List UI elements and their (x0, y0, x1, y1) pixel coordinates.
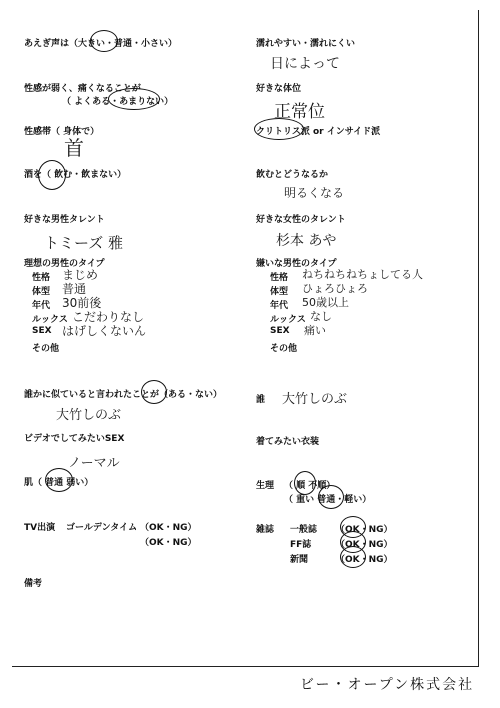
position-value: 正常位 (274, 102, 325, 122)
tv-ok-ng-2: （OK・NG） (140, 538, 197, 548)
period-regular: （ 順 不順） (284, 481, 336, 491)
drinking-value: 明るくなる (284, 186, 345, 200)
disliked-male-label: 嫌いな男性のタイプ (256, 259, 337, 269)
sensitivity-label: 性感が弱く、痛くなることが (24, 84, 141, 94)
ideal-age-label: 年代 (32, 301, 51, 311)
ideal-age-value: 30前後 (62, 296, 102, 310)
ideal-personality-value: まじめ (62, 268, 99, 282)
disliked-looks-value: なし (310, 310, 332, 323)
resemble-value: 大竹しのぶ (56, 408, 122, 423)
disliked-body-label: 体型 (270, 287, 289, 297)
mag-ok-ng-3: （OK・NG） (336, 555, 393, 565)
position-options: クリトリス派 or インサイド派 (256, 127, 381, 137)
mag-ok-ng-1: （OK・NG） (336, 525, 393, 535)
wet-value: 日によって (270, 56, 340, 72)
sensitivity-options: （ よくある・あまりない） (62, 97, 174, 107)
memo-label: 備考 (24, 579, 43, 589)
disliked-personality-value: ねちねちねちょしてる人 (302, 268, 423, 281)
period-heavy: （ 重い 普通・軽い） (284, 495, 372, 505)
disliked-age-value: 50歳以上 (302, 296, 349, 309)
ideal-sex-label: SEX (32, 326, 52, 336)
mag-general-label: 一般誌 (290, 525, 318, 535)
disliked-sex-label: SEX (270, 326, 290, 336)
ideal-looks-label: ルックス (32, 315, 68, 325)
ideal-male-label: 理想の男性のタイプ (24, 259, 105, 269)
disliked-other-label: その他 (270, 344, 298, 354)
skin-label: 肌（ 普通 弱い） (24, 478, 94, 488)
resemble-label: 誰かに似ていると言われたことが（ある・ない） (24, 390, 223, 400)
mag-ff-label: FF誌 (290, 540, 312, 550)
mag-ok-ng-2: （OK・NG） (336, 540, 393, 550)
fav-female-talent-label: 好きな女性のタレント (256, 215, 346, 225)
ideal-body-value: 普通 (62, 282, 87, 296)
period-label: 生理 (256, 481, 275, 491)
erogenous-label: 性感帯（ 身体で） (24, 127, 100, 137)
erogenous-value: 首 (64, 136, 84, 160)
position-label: 好きな体位 (256, 84, 302, 94)
disliked-sex-value: 痛い (304, 324, 326, 337)
video-label: ビデオでしてみたいSEX (24, 434, 125, 444)
disliked-age-label: 年代 (270, 301, 289, 311)
tv-slot: ゴールデンタイム (66, 523, 138, 533)
magazine-label: 雑誌 (256, 525, 275, 535)
company-name: ビー・オープン株式会社 (300, 677, 475, 693)
fav-male-talent-value: トミーズ 雅 (44, 234, 124, 252)
mag-news-label: 新聞 (290, 555, 309, 565)
drinking-label: 飲むとどうなるか (256, 170, 329, 180)
voice-label: あえぎ声は（大きい・普通・小さい） (24, 39, 178, 49)
disliked-looks-label: ルックス (270, 315, 306, 325)
ideal-sex-value: はげしくないん (62, 324, 147, 338)
ideal-other-label: その他 (32, 344, 60, 354)
alcohol-label: 酒を（ 飲む・飲まない） (24, 170, 127, 180)
fav-male-talent-label: 好きな男性タレント (24, 215, 105, 225)
tv-ok-ng-1: （OK・NG） (140, 523, 197, 533)
tv-label: TV出演 (24, 523, 56, 533)
costume-label: 着てみたい衣装 (256, 437, 320, 447)
disliked-personality-label: 性格 (270, 273, 289, 283)
video-value: ノーマル (68, 456, 120, 471)
ideal-looks-value: こだわりなし (72, 310, 145, 324)
who-value: 大竹しのぶ (282, 392, 348, 407)
ideal-body-label: 体型 (32, 287, 51, 297)
wet-label: 濡れやすい・濡れにくい (256, 39, 356, 49)
who-label: 誰 (256, 395, 266, 405)
ideal-personality-label: 性格 (32, 273, 51, 283)
fav-female-talent-value: 杉本 あや (276, 233, 337, 249)
disliked-body-value: ひょろひょろ (302, 282, 368, 295)
